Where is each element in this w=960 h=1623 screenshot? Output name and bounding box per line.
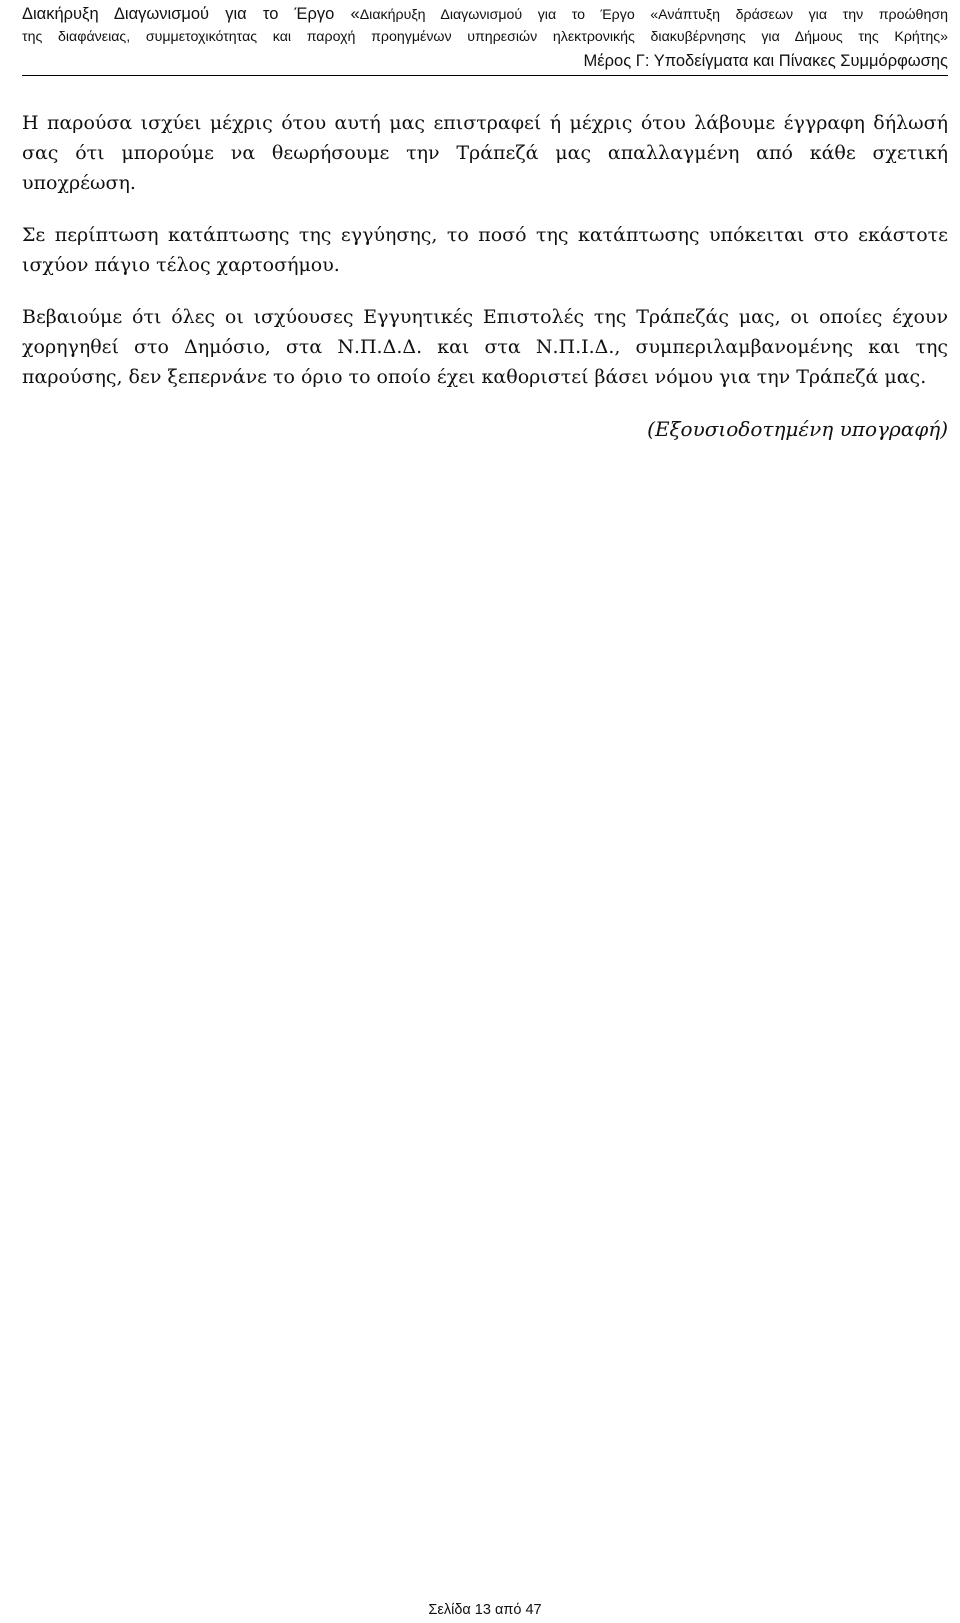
header-section-title: Μέρος Γ: Υποδείγματα και Πίνακες Συμμόρφωσης <box>583 52 948 70</box>
paragraph-forfeiture: Σε περίπτωση κατάπτωσης της εγγύησης, το ποσό της κατάπτωσης υπόκειται στο εκάστοτε ισχύον πάγιο τέλος χαρτοσήμου. <box>22 224 948 276</box>
paragraph-validity: Η παρούσα ισχύει μέχρις ότου αυτή μας επιστραφεί ή μέχρις ότου λάβουμε έγγραφη δήλωσή σας ότι μπορούμε να θεωρήσουμε την Τράπεζά μας απαλλαγμένη από κάθε σχετική υποχρέωση. <box>22 112 948 194</box>
paragraph-limit-confirmation: Βεβαιούμε ότι όλες οι ισχύουσες Εγγυητικές Επιστολές της Τράπεζάς μας, οι οποίες έχουν χορηγηθεί στο Δημόσιο, στα Ν.Π.Δ.Δ. και στα Ν.Π.Ι.Δ., συμπεριλαμβανομένης και της παρούσης, δεν ξεπερνάνε το όριο το οποίο έχει καθοριστεί βάσει νόμου για την Τράπεζά μας. <box>22 306 948 388</box>
page-number: Σελίδα 13 από 47 <box>428 1602 542 1618</box>
page-footer <box>0 1601 960 1619</box>
header-subtitle-line: της διαφάνειας, συμμετοχικότητας και παροχή προηγμένων υπηρεσιών ηλεκτρονικής διακυβέρνησης για Δήμους της Κρήτης» <box>22 29 948 45</box>
header-title-prefix: Διακήρυξη Διαγωνισμού για το Έργο « <box>22 5 360 23</box>
authorized-signature-label: (Εξουσιοδοτημένη υπογραφή) <box>647 417 948 441</box>
header-title-line <box>22 2 948 27</box>
document-body <box>22 108 948 444</box>
header-title-rest: Διακήρυξη Διαγωνισμού για το Έργο «Ανάπτυξη δράσεων για την προώθηση <box>359 7 948 23</box>
page-header <box>22 0 948 76</box>
